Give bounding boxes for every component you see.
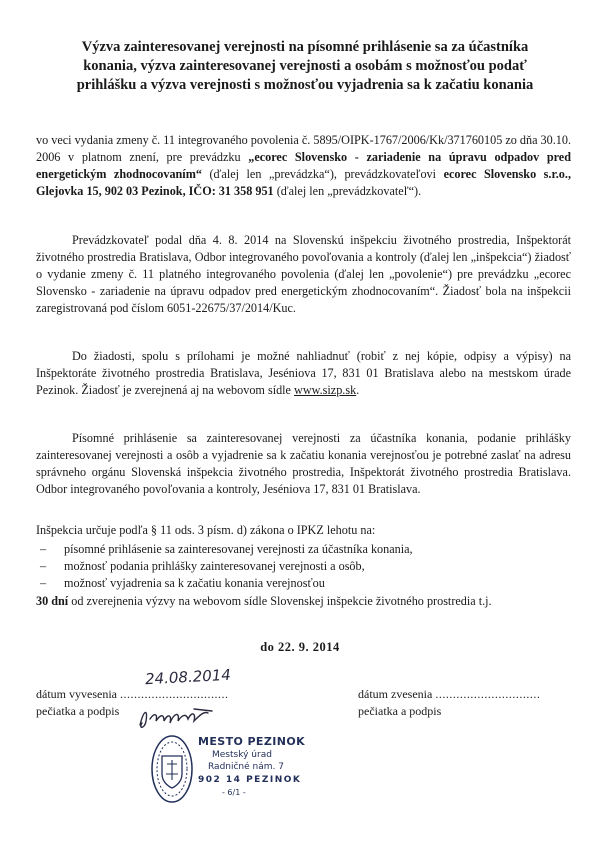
- stamp-line-1: MESTO PEZINOK: [198, 735, 305, 748]
- intro-text-3: (ďalej len „prevádzkovateľ“).: [273, 184, 422, 198]
- operator-name: ecorec Slovensko s.r.o., Glejovka 15, 902 03 Pezinok, IČO: 31 358 951: [36, 167, 571, 198]
- intro-text-2: (ďalej len „prevádzka“), prevádzkovateľovi: [201, 167, 444, 181]
- removed-block: [358, 686, 540, 720]
- stamp-line-3: Radničné nám. 7: [208, 762, 284, 772]
- coat-of-arms-icon: [150, 734, 194, 804]
- deadline-bullet: – písomné prihlásenie sa zainteresovanej verejnosti za účastníka konania,: [36, 541, 571, 558]
- deadline-bullet: – možnosť vyjadrenia sa k začatiu konania verejnosťou: [36, 575, 571, 592]
- intro-text: vo veci vydania zmeny č. 11 integrovaného povolenia č. 5895/OIPK-1767/2006/Kk/371760105 zo dňa 30.10. 2006 v platnom znení, pre prevádzku: [36, 133, 572, 164]
- application-paragraph: Prevádzkovateľ podal dňa 4. 8. 2014 na Slovenskú inšpekciu životného prostredia, Inšpektorát životného prostredia Bratislava, Odbor integrovaného povoľovania a kontroly (ďalej len „inšpekcia“) žiadosť o vydanie zmeny č. 11 platného integrovaného povolenia (ďalej len „povolenie“) pre prevádzku „ecorec Slovensko - zariadenie na úpravu odpadov pred energetickým zhodnocovaním“. Žiadosť bola na inšpekcii zaregistrovaná pod číslom 6051-22675/37/2014/Kuc.: [36, 233, 571, 315]
- deadline-text: od zverejnenia výzvy na webovom sídle Slovenskej inšpekcie životného prostredia t.j.: [68, 594, 492, 608]
- deadline-intro: Inšpekcia určuje podľa § 11 ods. 3 písm. d) zákona o IPKZ lehotu na:: [36, 523, 376, 537]
- posted-label: dátum vyvesenia: [36, 687, 117, 701]
- removed-stamp-label: pečiatka a podpis: [358, 704, 442, 718]
- official-stamp: [150, 730, 305, 810]
- facility-name: „ecorec Slovensko - zariadenie na úpravu odpadov pred energetickým zhodnocovaním“: [36, 150, 571, 181]
- stamp-line-2: Mestský úrad: [212, 750, 272, 760]
- stamp-line-4: 902 14 PEZINOK: [198, 775, 302, 785]
- signature-icon: [134, 705, 224, 733]
- deadline-date: do 22. 9. 2014: [260, 640, 340, 654]
- intro-paragraph: [36, 132, 571, 200]
- website-link[interactable]: www.sizp.sk: [294, 383, 357, 397]
- inspection-text: Do žiadosti, spolu s prílohami je možné nahliadnuť (robiť z nej kópie, odpisy a výpisy) na Inšpektoráte životného prostredia Bratislava, Jeséniova 17, 831 01 Bratislava alebo na mestskom úrade Pezinok. Žiadosť je zverejnená aj na webovom sídle: [36, 349, 571, 397]
- deadline-bullet: – možnosť podania prihlášky zainteresovanej verejnosti a osôb,: [36, 558, 571, 575]
- document-title: Výzva zainteresovanej verejnosti na písomné prihlásenie sa za účastníka konania, výzva zainteresovanej verejnosti a osobám s možnosťou podať prihlášku a výzva verejnosti s možnosťou vyjadrenia sa k začatiu konania: [76, 39, 534, 93]
- inspection-text-end: .: [356, 383, 360, 397]
- removed-label: dátum zvesenia: [358, 687, 433, 701]
- posted-stamp-label: pečiatka a podpis: [36, 704, 120, 718]
- deadline-paragraph: [36, 522, 571, 610]
- submission-paragraph: Písomné prihlásenie sa zainteresovanej verejnosti za účastníka konania, podanie prihlášky zainteresovanej verejnosti a osôb a vyjadrenie sa k začatiu konania verejnosťou je potrebné zaslať na adresu správneho orgánu Slovenská inšpekcia životného prostredia, Inšpektorát životného prostredia Bratislava. Odbor integrovaného povoľovania a kontroly, Jeséniova 17, 831 01 Bratislava.: [36, 431, 571, 496]
- posted-dots: ...............................: [119, 687, 229, 701]
- removed-dots: ..............................: [435, 687, 541, 701]
- deadline-days: 30 dní: [36, 594, 69, 608]
- handwritten-posted-date: 24.08.2014: [144, 665, 232, 689]
- stamp-line-5: - 6/1 -: [222, 788, 246, 797]
- deadline-line: [36, 593, 571, 610]
- inspection-paragraph: [36, 348, 571, 399]
